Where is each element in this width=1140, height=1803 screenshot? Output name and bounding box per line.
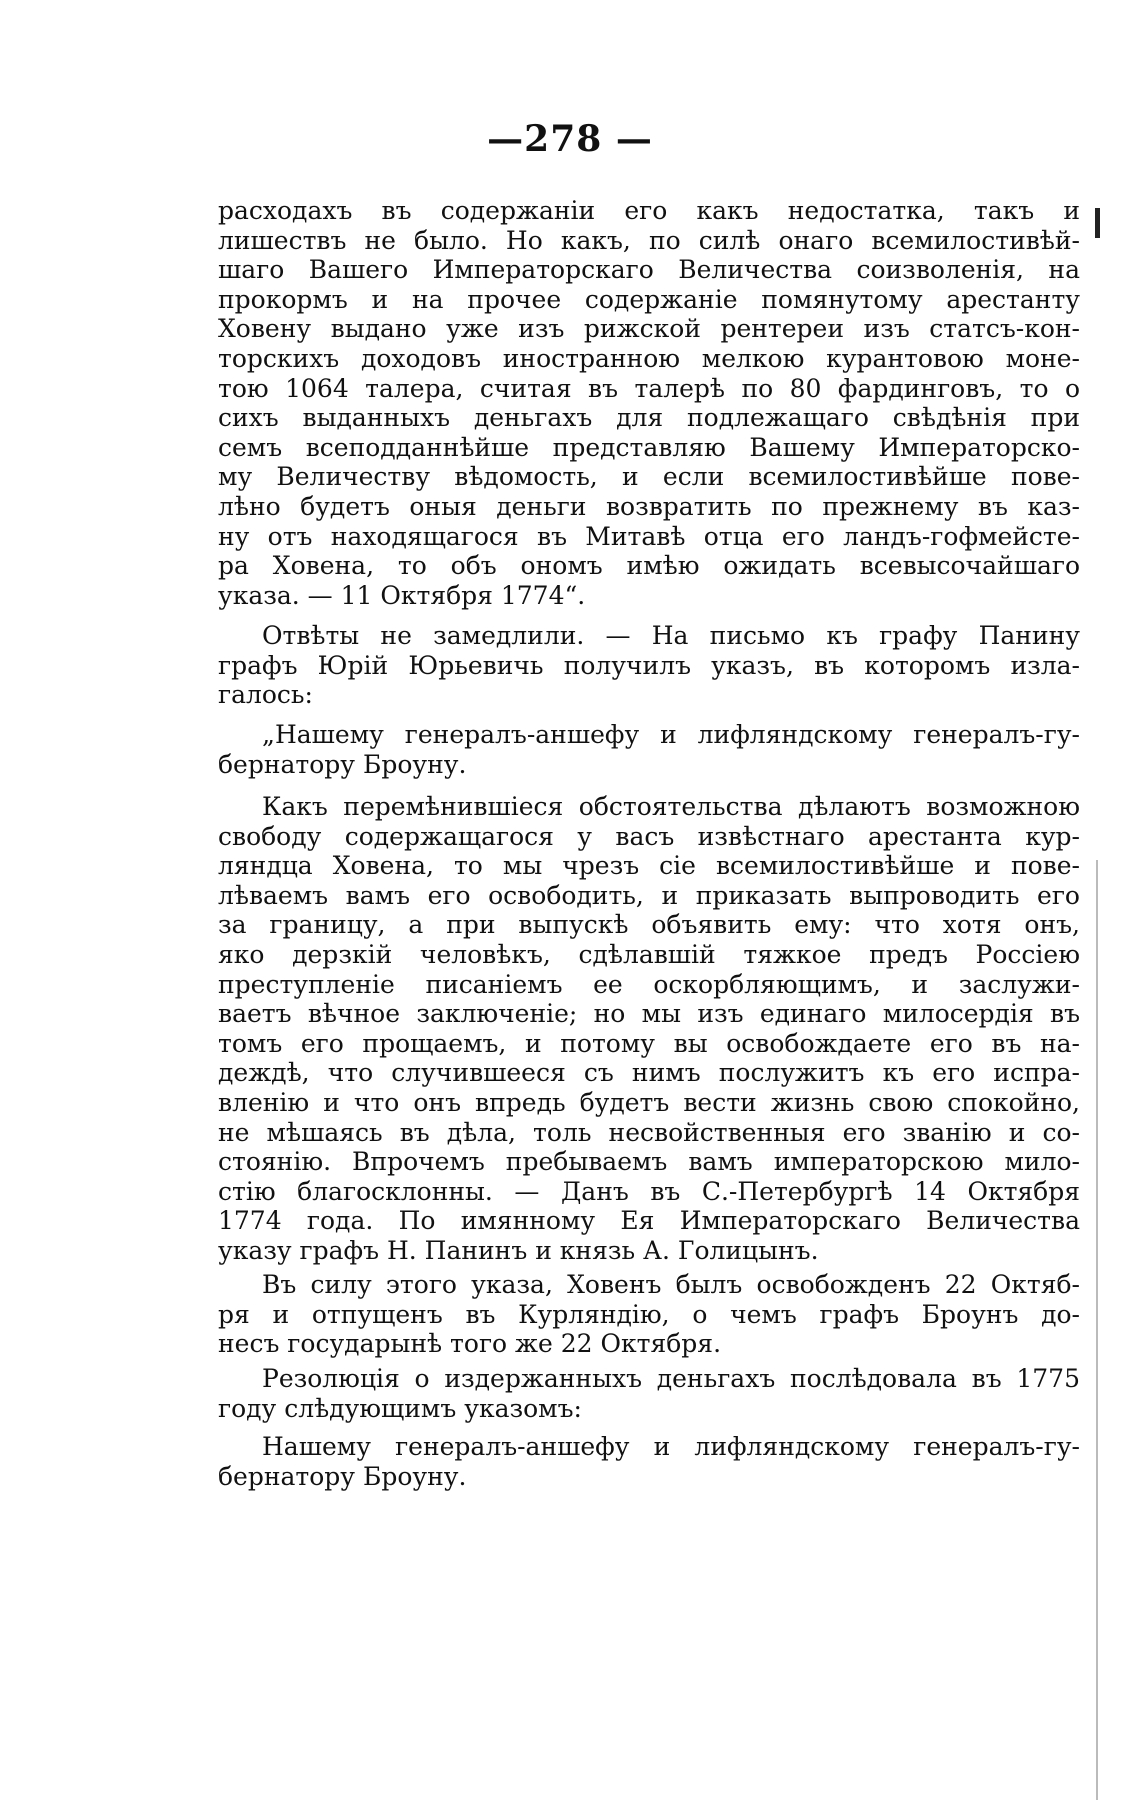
text-line: Отвѣты не замедлили. — На письмо къ графу Панину — [262, 621, 1080, 650]
text-line: вленію и что онъ впредь будетъ вести жизнь свою спокойно, — [218, 1087, 1080, 1117]
page-number: —278 — — [487, 118, 653, 160]
text-line: Въ силу этого указа, Ховенъ былъ освобожденъ 22 Октяб- — [262, 1270, 1080, 1299]
text-line: расходахъ въ содержаніи его какъ недостатка, такъ и — [218, 196, 1080, 225]
text-line: указа. — 11 Октября 1774“. — [218, 580, 586, 610]
text-line: лѣно будетъ оныя деньги возвратить по прежнему въ каз- — [218, 491, 1080, 521]
text-line: несъ государынѣ того же 22 Октября. — [218, 1329, 722, 1359]
text-line: указу графъ Н. Панинъ и князь А. Голицынъ. — [218, 1235, 819, 1265]
text-line: ляндца Ховена, то мы чрезъ сіе всемилостивѣйше и пове- — [218, 851, 1080, 881]
text-line: 1774 года. По имянному Ея Императорскаго Величества — [218, 1206, 1080, 1236]
text-line: шаго Вашего Императорскаго Величества соизволенія, на — [218, 255, 1080, 285]
text-line: ваетъ вѣчное заключеніе; но мы изъ единаго милосердія въ — [218, 999, 1080, 1029]
paragraph-6 — [218, 1364, 1080, 1423]
text-line: Какъ перемѣнившіеся обстоятельства дѣлаютъ возможною — [262, 792, 1080, 821]
text-line: яко дерзкій человѣкъ, сдѣлавшій тяжкое предъ Россіею — [218, 939, 1080, 969]
text-line: деждѣ, что случившееся съ нимъ послужитъ къ его испра- — [218, 1058, 1080, 1088]
text-line: лишествъ не было. Но какъ, по силѣ онаго всемилостивѣй- — [218, 225, 1080, 255]
text-line: прокормъ и на прочее содержаніе помянутому арестанту — [218, 284, 1080, 314]
text-line: ну отъ находящагося въ Митавѣ отца его ландъ-гофмейсте- — [218, 521, 1080, 551]
scan-edge-mark — [1095, 208, 1100, 238]
text-line: ра Ховена, то объ ономъ имѣю ожидать всевысочайшаго — [218, 551, 1080, 581]
text-line: му Величеству вѣдомость, и если всемилостивѣйше пове- — [218, 462, 1080, 492]
text-line: стію благосклонны. — Данъ въ С.-Петербургѣ 14 Октября — [218, 1176, 1080, 1206]
text-line: галось: — [218, 680, 313, 710]
paragraph-5 — [218, 1270, 1080, 1359]
text-line: за границу, а при выпускѣ объявить ему: что хотя онъ, — [218, 910, 1080, 940]
text-line: не мѣшаясь въ дѣла, толь несвойственныя его званію и со- — [218, 1117, 1080, 1147]
text-line: Резолюція о издержанныхъ деньгахъ послѣдовала въ 1775 — [262, 1364, 1080, 1393]
text-line: семъ всеподданнѣйше представляю Вашему Императорско- — [218, 432, 1080, 462]
paragraph-7 — [218, 1432, 1080, 1491]
text-line: лѣваемъ вамъ его освободить, и приказать выпроводить его — [218, 880, 1080, 910]
paragraph-3 — [218, 720, 1080, 779]
text-line: Нашему генералъ-аншефу и лифляндскому генералъ-гу- — [262, 1432, 1080, 1461]
text-line: году слѣдующимъ указомъ: — [218, 1393, 582, 1423]
paragraph-2 — [218, 621, 1080, 710]
text-line: томъ его прощаемъ, и потому вы освобождаете его въ на- — [218, 1028, 1080, 1058]
text-line: тою 1064 талера, считая въ талерѣ по 80 фардинговъ, то о — [218, 373, 1080, 403]
text-line: Ховену выдано уже изъ рижской рентереи изъ статсъ-кон- — [218, 314, 1080, 344]
text-line: бернатору Броуну. — [218, 749, 467, 779]
text-line: стоянію. Впрочемъ пребываемъ вамъ императорскою мило- — [218, 1147, 1080, 1177]
text-line: торскихъ доходовъ иностранною мелкою курантовою моне- — [218, 343, 1080, 373]
text-line: „Нашему генералъ-аншефу и лифляндскому генералъ-гу- — [262, 720, 1080, 749]
text-line: ря и отпущенъ въ Курляндію, о чемъ графъ Броунъ до- — [218, 1299, 1080, 1329]
paragraph-1 — [218, 196, 1080, 610]
scan-edge-line — [1096, 860, 1098, 1800]
text-line: преступленіе писаніемъ ее оскорбляющимъ, и заслужи- — [218, 969, 1080, 999]
text-line: сихъ выданныхъ деньгахъ для подлежащаго свѣдѣнія при — [218, 403, 1080, 433]
text-line: бернатору Броуну. — [218, 1461, 467, 1491]
text-line: свободу содержащагося у васъ извѣстнаго арестанта кур- — [218, 821, 1080, 851]
paragraph-4 — [218, 792, 1080, 1266]
text-line: графъ Юрій Юрьевичь получилъ указъ, въ которомъ излa- — [218, 650, 1080, 680]
